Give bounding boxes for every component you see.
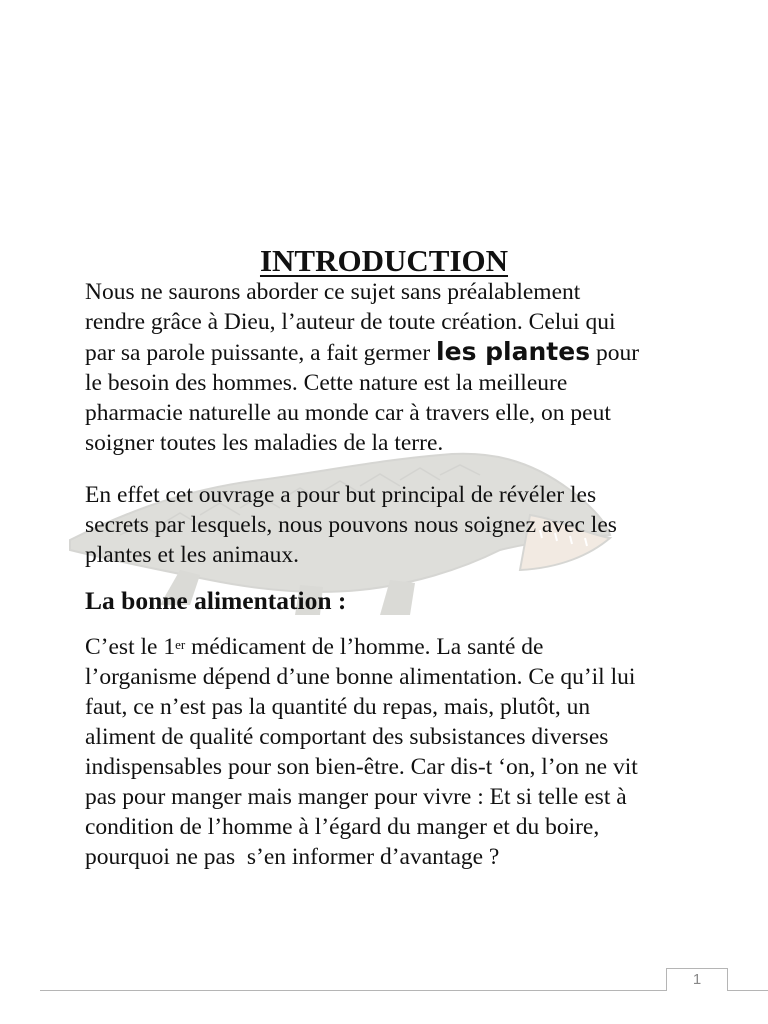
ordinal-superscript: er [175,637,186,652]
purpose-line: secrets par lesquels, nous pouvons nous soignez avec les [85,512,617,538]
intro-line: rendre grâce à Dieu, l’auteur de toute création. Celui qui [85,309,616,335]
page-number: 1 [666,968,728,991]
section-heading-suffix: : [331,586,347,615]
section-heading [85,586,346,616]
nutrition-line: aliment de qualité comportant des subsistances diverses [85,724,609,750]
nutrition-line: C’est le 1 [85,634,176,660]
page-title: INTRODUCTION [259,242,509,278]
nutrition-line: faut, ce n’est pas la quantité du repas, mais, plutôt, un [85,694,591,720]
purpose-paragraph [85,480,725,570]
nutrition-line: indispensables pour son bien-être. Car dis-t ‘on, l’on ne vit [85,754,638,780]
nutrition-line: pas pour manger mais manger pour vivre : Et si telle est à [85,784,627,810]
nutrition-line: l’organisme dépend d’une bonne alimentation. Ce qu’il lui [85,664,636,690]
intro-paragraph [85,277,725,458]
section-heading-text: La bonne alimentation [85,586,332,615]
intro-line: Nous ne saurons aborder ce sujet sans préalablement [85,279,581,305]
footer-divider [40,990,768,991]
purpose-line: plantes et les animaux. [85,542,300,568]
intro-line: par sa parole puissante, a fait germer [85,340,437,366]
nutrition-paragraph [85,632,725,872]
nutrition-line: condition de l’homme à l’égard du manger et du boire, [85,814,600,840]
emphasis-text: les plantes [436,337,591,366]
intro-line: pharmacie naturelle au monde car à travers elle, on peut [85,400,611,426]
intro-line: pour [590,340,640,366]
intro-line: soigner toutes les maladies de la terre. [85,430,444,456]
intro-line: le besoin des hommes. Cette nature est la meilleure [85,370,568,396]
nutrition-line: pourquoi ne pas s’en informer d’avantage ? [85,844,500,870]
purpose-line: En effet cet ouvrage a pour but principal de révéler les [85,482,597,508]
nutrition-line: médicament de l’homme. La santé de [185,634,544,660]
